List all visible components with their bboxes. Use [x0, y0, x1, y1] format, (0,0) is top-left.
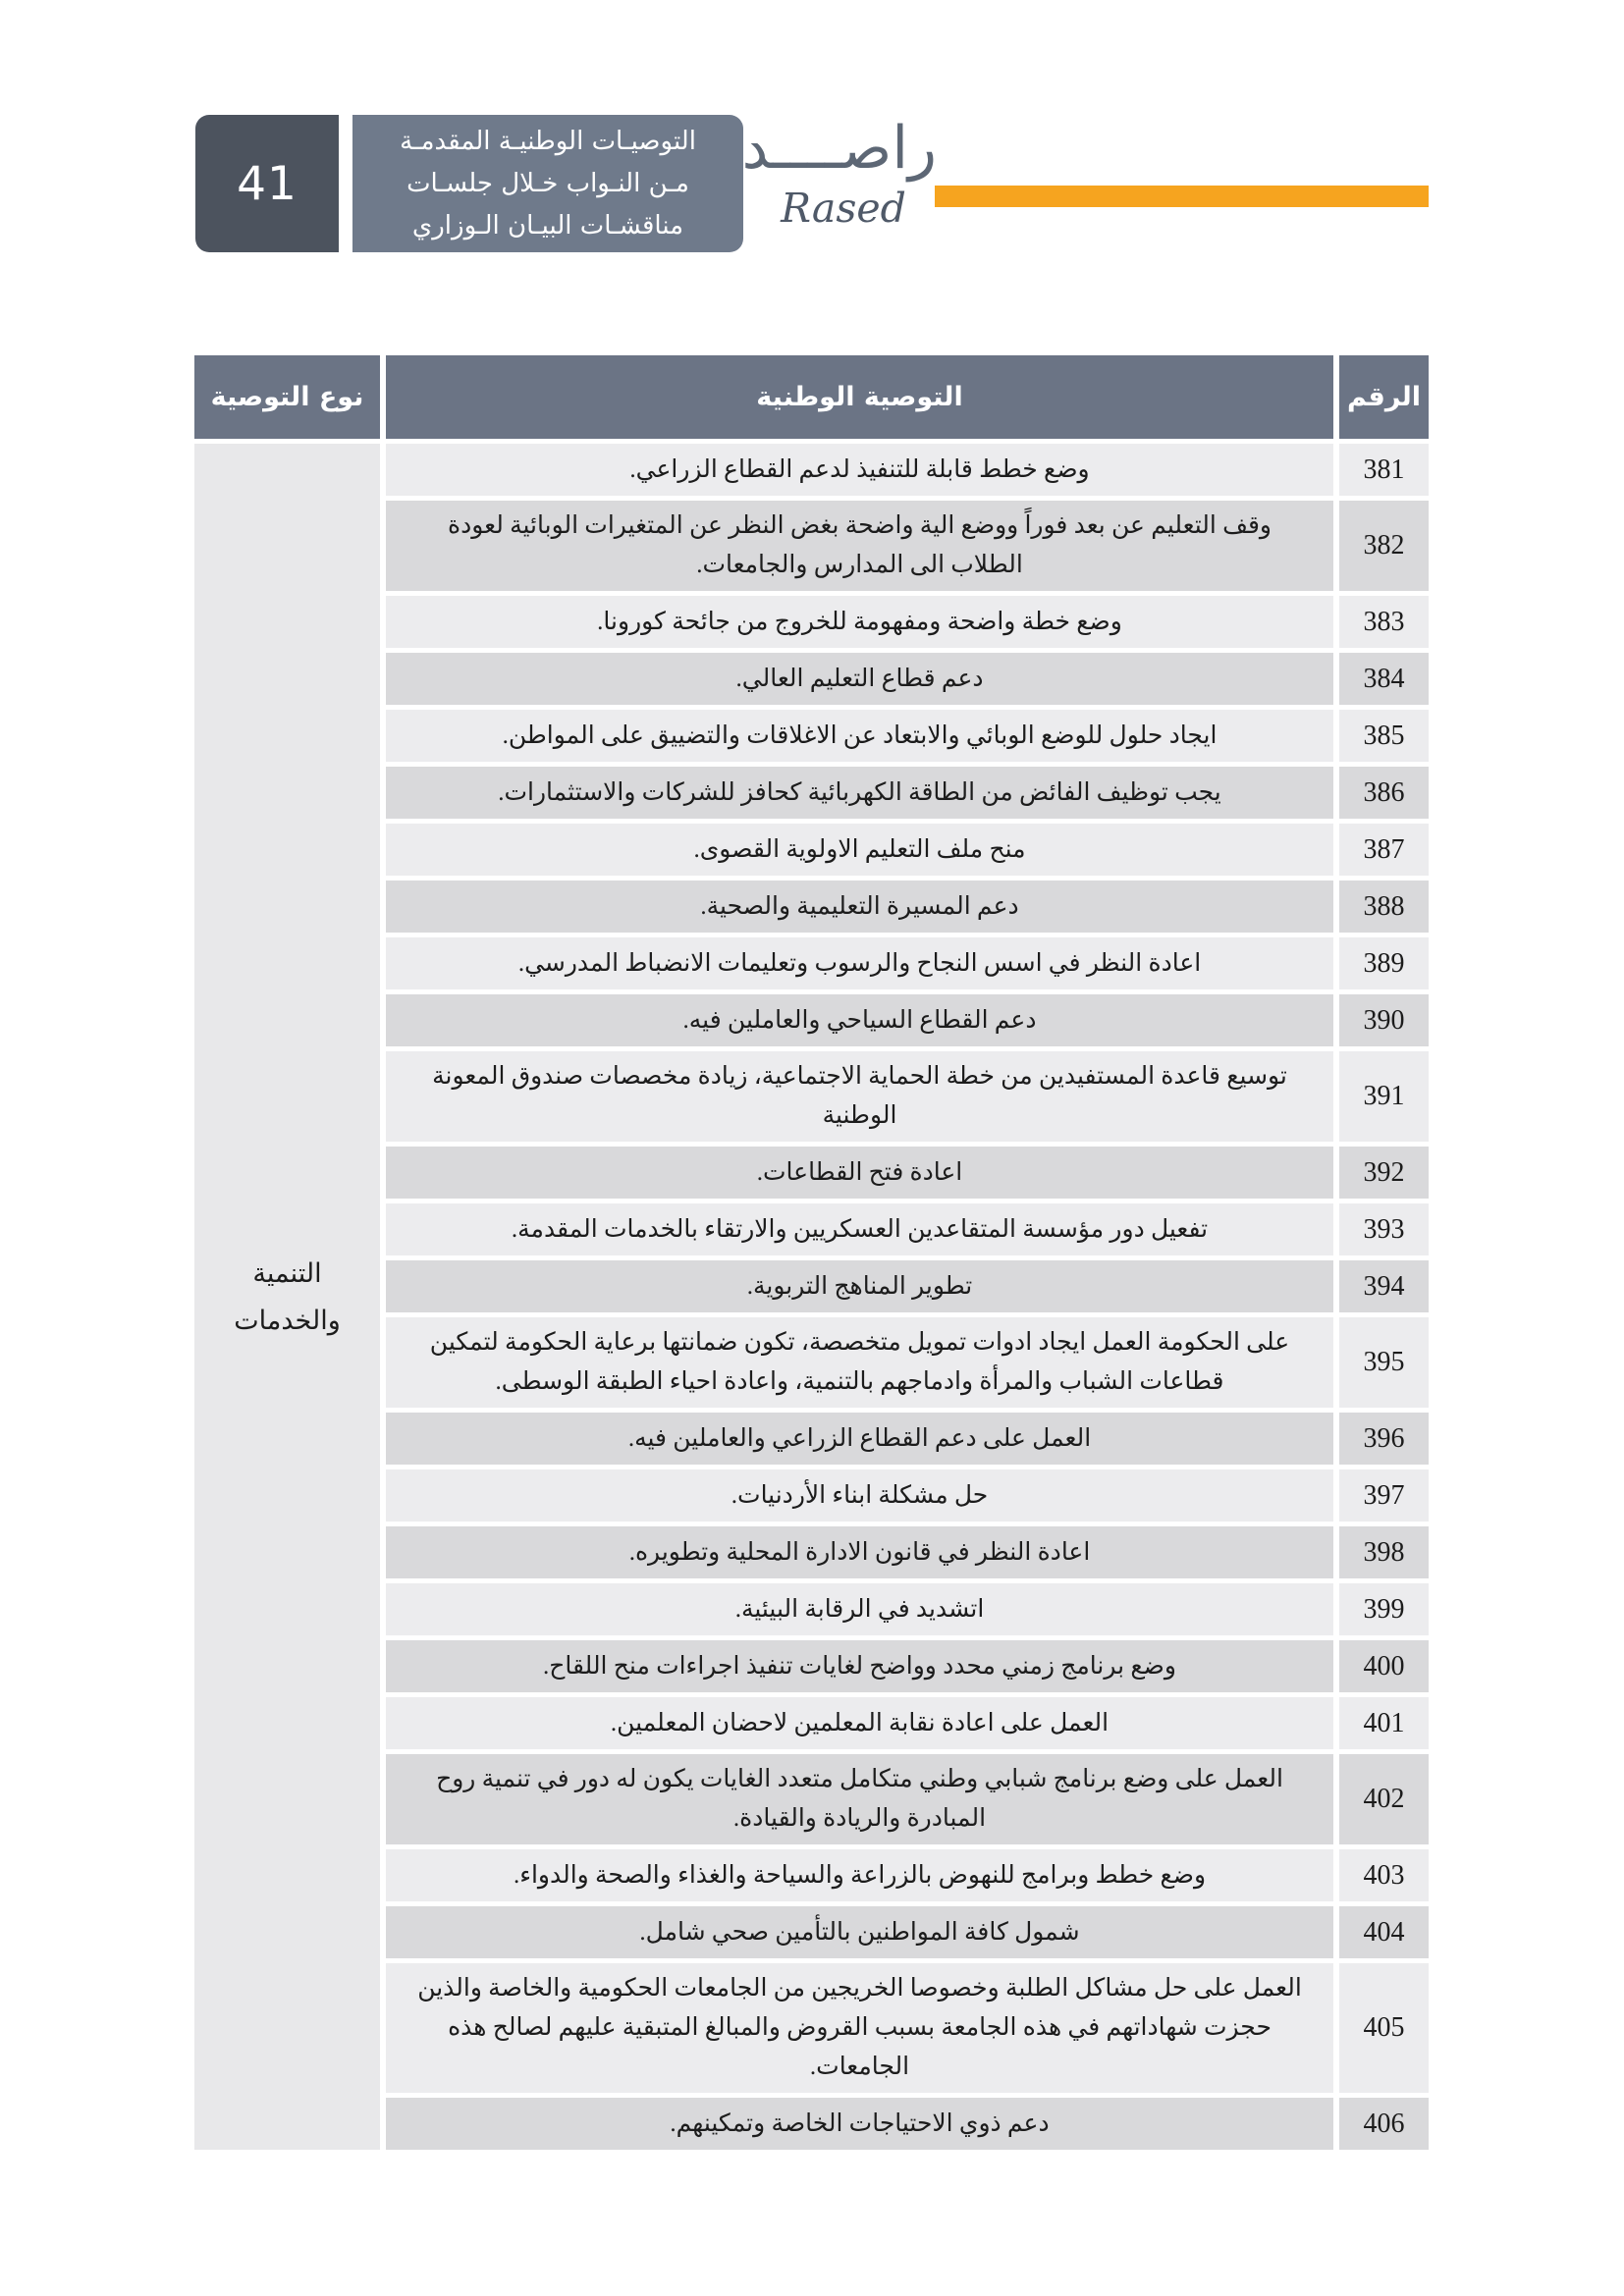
recommendation-text: منح ملف التعليم الاولوية القصوى.: [386, 824, 1333, 876]
report-title-line-3: مناقشـات البيـان الـوزاري: [411, 210, 684, 240]
recommendation-text: دعم قطاع التعليم العالي.: [386, 653, 1333, 705]
report-title-line-2: مـن النـواب خـلال جلسـات: [406, 168, 689, 198]
recommendation-text: اعادة فتح القطاعات.: [386, 1147, 1333, 1199]
row-number: 396: [1339, 1413, 1429, 1465]
recommendation-text: حل مشكلة ابناء الأردنيات.: [386, 1469, 1333, 1522]
recommendation-text: وضع خطط قابلة للتنفيذ لدعم القطاع الزراعي.: [386, 444, 1333, 496]
recommendation-text: على الحكومة العمل ايجاد ادوات تمويل متخصصة، تكون ضمانتها برعاية الحكومة لتمكين قطاعات الشباب والمرأة وادماجهم بالتنمية، واعادة احياء الطبقة الوسطى.: [386, 1317, 1333, 1408]
recommendation-text: اعادة النظر في قانون الادارة المحلية وتطويره.: [386, 1526, 1333, 1578]
recommendation-text: العمل على حل مشاكل الطلبة وخصوصا الخريجين من الجامعات الحكومية والخاصة والذين حجزت شهاداتهم في هذه الجامعة بسبب القروض والمبالغ المتبقية عليهم لصالح هذه الجامعات.: [386, 1963, 1333, 2093]
recommendation-text: وضع برنامج زمني محدد وواضح لغايات تنفيذ اجراءات منح اللقاح.: [386, 1640, 1333, 1692]
row-number: 406: [1339, 2098, 1429, 2150]
row-number: 403: [1339, 1849, 1429, 1901]
recommendation-text: ايجاد حلول للوضع الوبائي والابتعاد عن الاغلاقات والتضييق على المواطن.: [386, 710, 1333, 762]
recommendation-text: تطوير المناهج التربوية.: [386, 1260, 1333, 1312]
recommendation-text: وضع خطة واضحة ومفهومة للخروج من جائحة كورونا.: [386, 596, 1333, 648]
recommendation-text: اتشديد في الرقابة البيئية.: [386, 1583, 1333, 1635]
recommendation-text: وضع خطط وبرامج للنهوض بالزراعة والسياحة والغذاء والصحة والدواء.: [386, 1849, 1333, 1901]
row-number: 399: [1339, 1583, 1429, 1635]
recommendation-text: العمل على وضع برنامج شبابي وطني متكامل متعدد الغايات يكون له دور في تنمية روح المبادرة والريادة والقيادة.: [386, 1754, 1333, 1844]
recommendation-text: العمل على اعادة نقابة المعلمين لاحضان المعلمين.: [386, 1697, 1333, 1749]
row-number: 383: [1339, 596, 1429, 648]
row-number: 381: [1339, 444, 1429, 496]
row-number: 384: [1339, 653, 1429, 705]
row-number: 382: [1339, 501, 1429, 591]
header-recommendation-column: التوصية الوطنية: [386, 355, 1333, 439]
recommendation-text: دعم المسيرة التعليمية والصحية.: [386, 881, 1333, 933]
recommendation-text: تفعيل دور مؤسسة المتقاعدين العسكريين والارتقاء بالخدمات المقدمة.: [386, 1203, 1333, 1255]
recommendation-text: اعادة النظر في اسس النجاح والرسوب وتعليمات الانضباط المدرسي.: [386, 937, 1333, 989]
row-number: 387: [1339, 824, 1429, 876]
row-number: 385: [1339, 710, 1429, 762]
recommendation-text: العمل على دعم القطاع الزراعي والعاملين فيه.: [386, 1413, 1333, 1465]
row-number: 393: [1339, 1203, 1429, 1255]
row-number: 391: [1339, 1051, 1429, 1142]
row-number: 392: [1339, 1147, 1429, 1199]
recommendation-text: دعم القطاع السياحي والعاملين فيه.: [386, 994, 1333, 1046]
recommendation-text: وقف التعليم عن بعد فوراً ووضع الية واضحة بغض النظر عن المتغيرات الوبائية لعودة الطلاب الى المدارس والجامعات.: [386, 501, 1333, 591]
recommendation-type-line-1: التنمية: [252, 1258, 322, 1288]
recommendation-text: دعم ذوي الاحتياجات الخاصة وتمكينهم.: [386, 2098, 1333, 2150]
row-number: 402: [1339, 1754, 1429, 1844]
row-number: 395: [1339, 1317, 1429, 1408]
recommendation-text: يجب توظيف الفائض من الطاقة الكهربائية كحافز للشركات والاستثمارات.: [386, 767, 1333, 819]
row-number: 405: [1339, 1963, 1429, 2093]
row-number: 388: [1339, 881, 1429, 933]
page-number-box: [195, 115, 339, 252]
table-header-row: [194, 355, 1429, 439]
row-number: 390: [1339, 994, 1429, 1046]
recommendation-type-line-2: والخدمات: [234, 1306, 341, 1335]
row-number: 398: [1339, 1526, 1429, 1578]
row-number: 401: [1339, 1697, 1429, 1749]
header-number-column: الرقم: [1339, 355, 1429, 439]
row-number: 397: [1339, 1469, 1429, 1522]
report-title-box: [352, 115, 743, 252]
rased-logo-latin: Rased: [781, 185, 906, 232]
row-number: 386: [1339, 767, 1429, 819]
orange-accent-bar: [935, 186, 1429, 207]
report-title-line-1: التوصيـات الوطنيـة المقدمـة: [400, 126, 696, 156]
rased-logo-arabic: راصــــد: [741, 114, 937, 183]
recommendations-table: [194, 355, 1429, 2150]
row-number: 394: [1339, 1260, 1429, 1312]
recommendation-type-cell: [194, 444, 380, 2150]
row-number: 404: [1339, 1906, 1429, 1958]
row-number: 389: [1339, 937, 1429, 989]
recommendation-text: توسيع قاعدة المستفيدين من خطة الحماية الاجتماعية، زيادة مخصصات صندوق المعونة الوطنية: [386, 1051, 1333, 1142]
table-body: [194, 444, 1429, 2150]
row-number: 400: [1339, 1640, 1429, 1692]
page-number: 41: [237, 156, 298, 211]
header-type-column: نوع التوصية: [194, 355, 380, 439]
recommendation-text: شمول كافة المواطنين بالتأمين صحي شامل.: [386, 1906, 1333, 1958]
rased-logo: [741, 102, 937, 249]
